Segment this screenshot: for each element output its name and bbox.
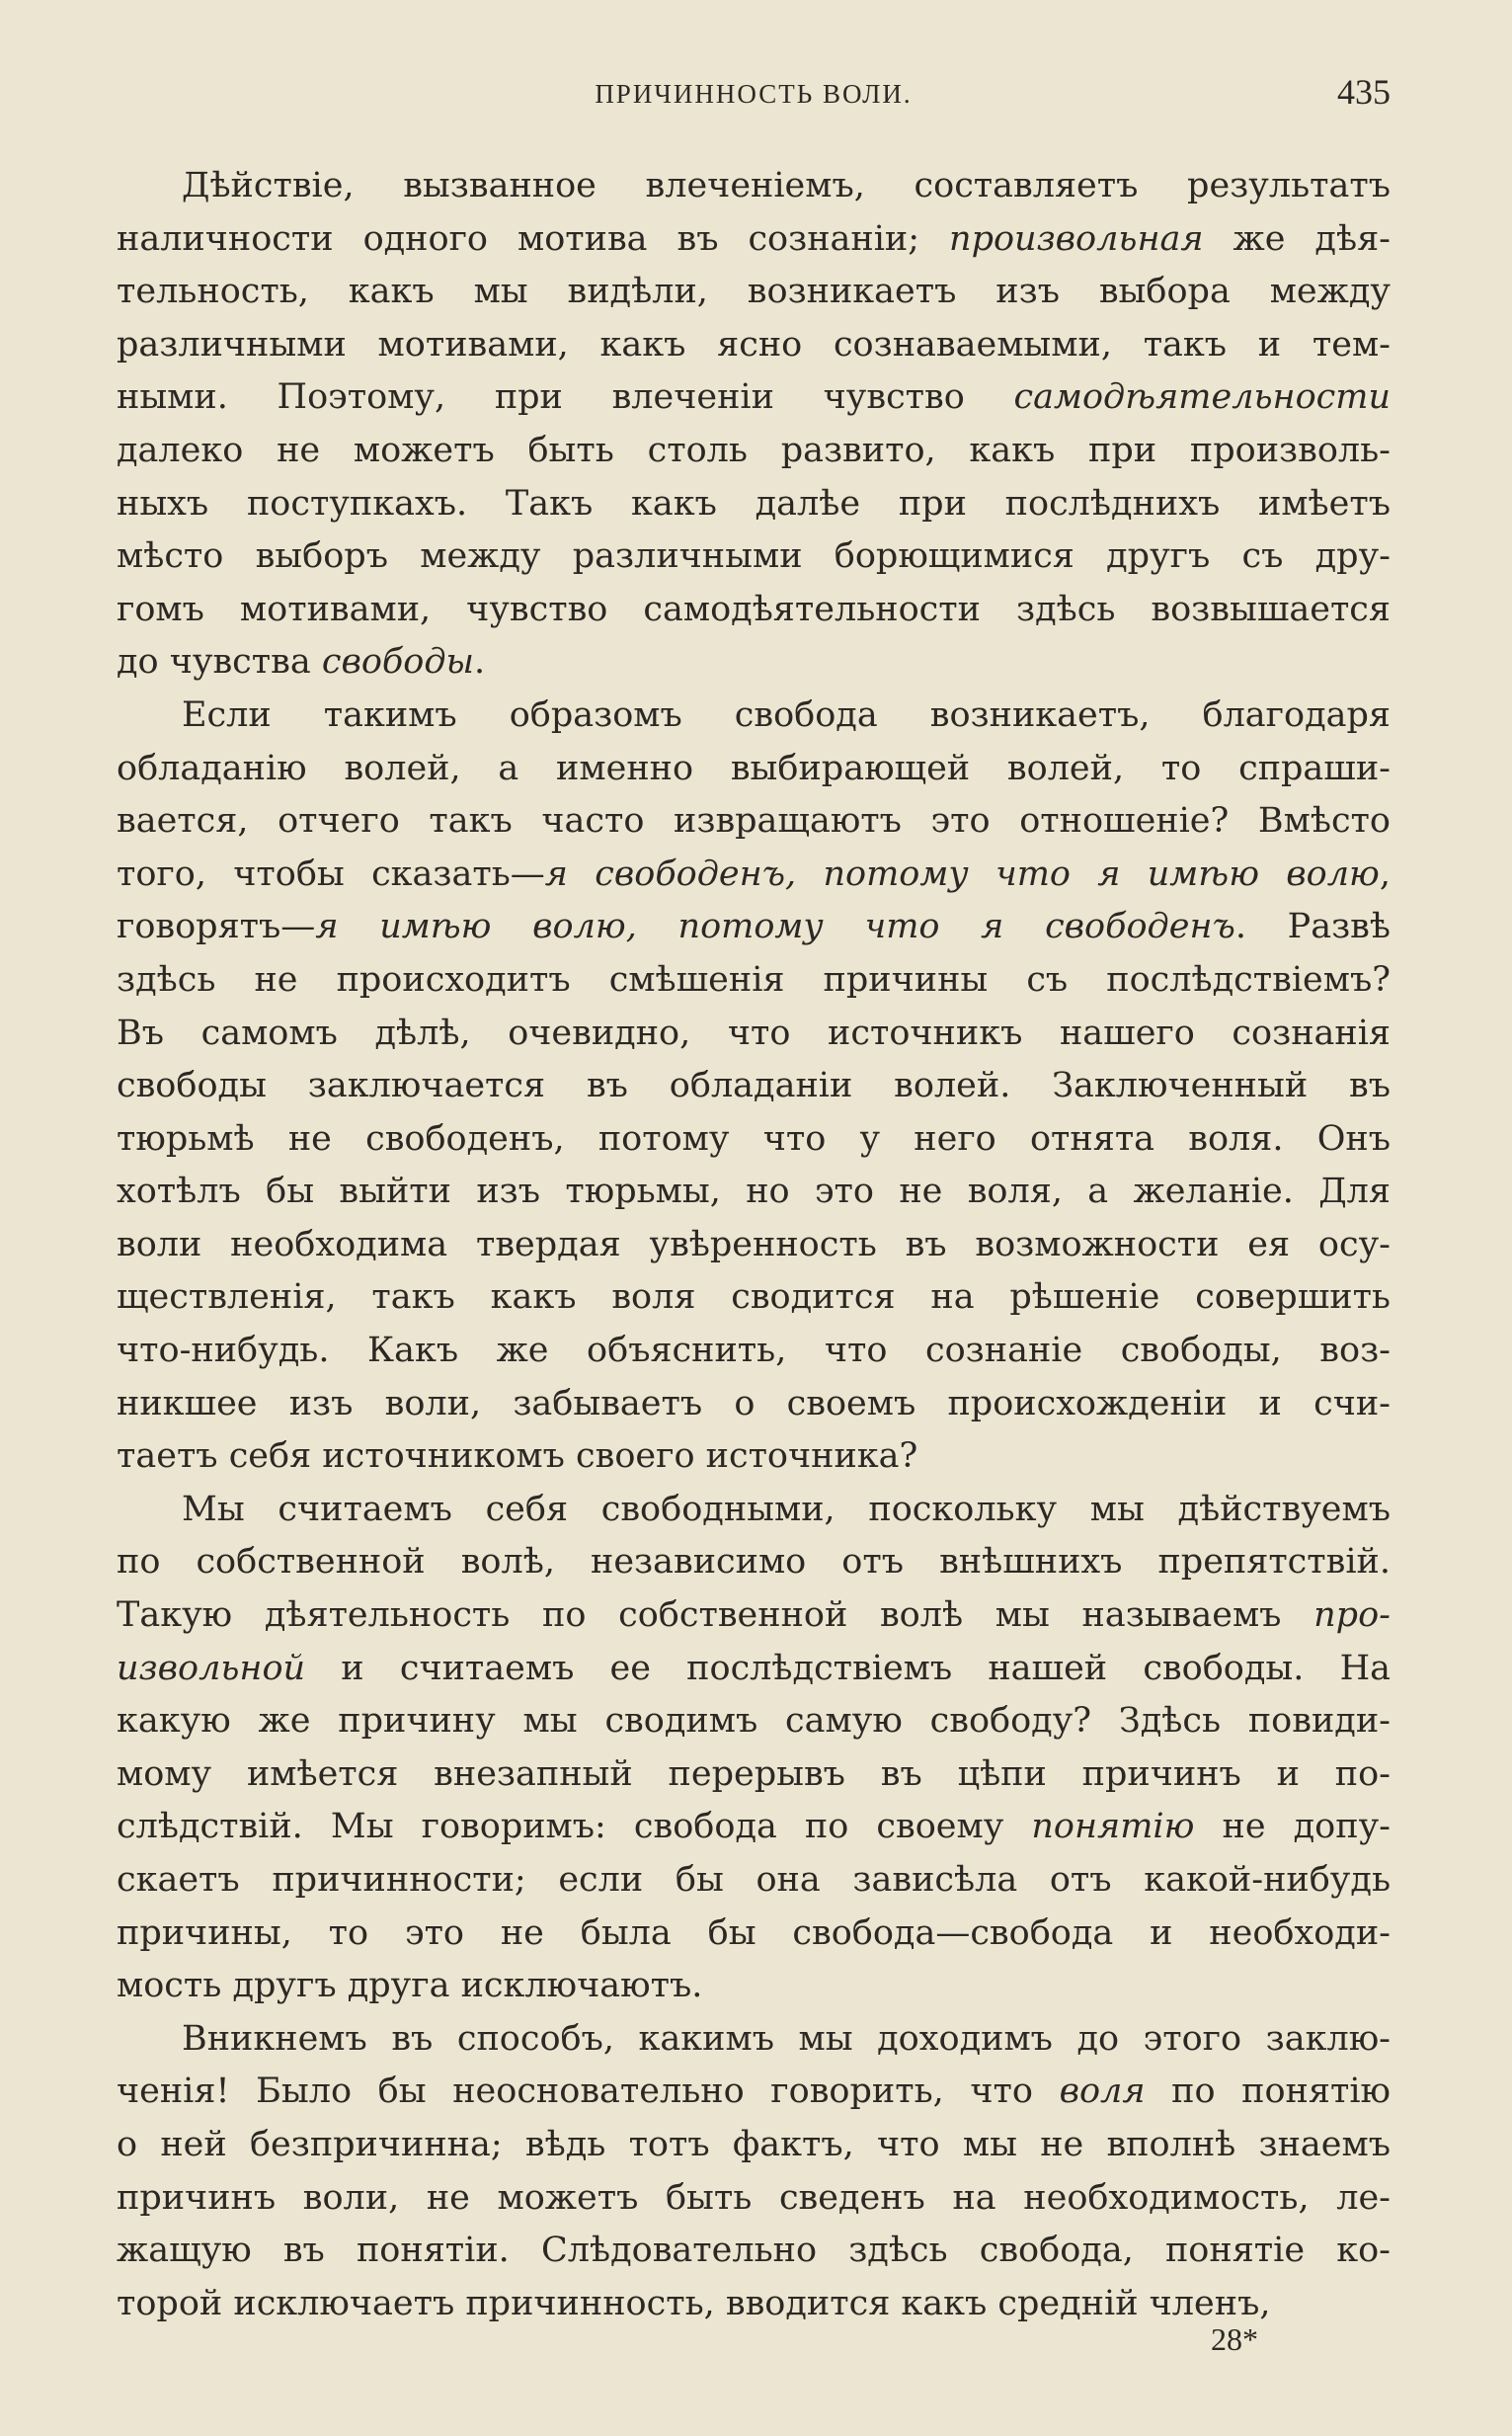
text-run: же дѣя- xyxy=(1203,218,1391,259)
text-run: торой исключаетъ причинность, вводится какъ средній членъ, xyxy=(117,2283,1271,2323)
text-run: не допу- xyxy=(1194,1807,1391,1847)
text-line xyxy=(117,1008,1391,1061)
text-run: воли необходима твердая увѣренность въ возможности ея осу- xyxy=(117,1224,1391,1264)
text-line xyxy=(117,1378,1391,1431)
text-line xyxy=(117,1113,1391,1167)
text-line xyxy=(117,2066,1391,2119)
running-head xyxy=(117,71,1391,117)
text-line xyxy=(117,1060,1391,1113)
text-line xyxy=(117,213,1391,267)
text-line xyxy=(117,1430,1391,1484)
text-run: гомъ мотивами, чувство самодѣятельности здѣсь возвышается xyxy=(117,589,1391,629)
body-text xyxy=(117,160,1391,2330)
italic-phrase: свободы xyxy=(321,642,475,683)
text-line xyxy=(117,1536,1391,1589)
text-run: мость другъ друга исключаютъ. xyxy=(117,1966,703,2006)
text-run: Такую дѣятельность по собственной волѣ мы называемъ xyxy=(117,1595,1314,1636)
text-line xyxy=(117,849,1391,902)
text-run: о ней безпричинна; вѣдь тотъ фактъ, что мы не вполнѣ знаемъ xyxy=(117,2124,1391,2164)
text-run: что-нибудь. Какъ же объяснить, что сознаніе свободы, воз- xyxy=(117,1331,1391,1371)
italic-phrase: я свободенъ, потому что я имѣю волю xyxy=(544,853,1380,894)
italic-phrase: самодѣятельности xyxy=(1013,377,1391,418)
text-line xyxy=(117,1801,1391,1854)
text-run: Вникнемъ въ способъ, какимъ мы доходимъ до этого заклю- xyxy=(182,2018,1391,2059)
text-run: скаетъ причинности; если бы она зависѣла отъ какой-нибудь xyxy=(117,1860,1391,1900)
text-run: ными. Поэтому, при влеченіи чувство xyxy=(117,377,1014,418)
signature-mark: 28* xyxy=(1211,2321,1258,2357)
text-line xyxy=(117,2172,1391,2226)
text-line xyxy=(117,690,1391,743)
italic-phrase: понятію xyxy=(1031,1807,1195,1847)
text-run: Дѣйствіе, вызванное влеченіемъ, составляетъ результатъ xyxy=(182,166,1391,205)
text-run: говорятъ— xyxy=(117,907,316,947)
text-line xyxy=(117,2013,1391,2067)
text-run: далеко не можетъ быть столь развито, какъ при произволь- xyxy=(117,430,1391,470)
text-line xyxy=(117,636,1391,690)
text-run: ществленія, такъ какъ воля сводится на рѣшеніе совершить xyxy=(117,1277,1391,1318)
text-line xyxy=(117,954,1391,1008)
text-line xyxy=(117,478,1391,531)
text-run: наличности одного мотива въ сознаніи; xyxy=(117,218,950,259)
text-line xyxy=(117,901,1391,954)
text-line xyxy=(117,1219,1391,1272)
text-run: свободы заключается въ обладаніи волей. Заключенный въ xyxy=(117,1066,1391,1106)
text-line xyxy=(117,319,1391,372)
text-run: причины, то это не была бы свобода—свобода и необходи- xyxy=(117,1912,1391,1953)
text-run: какую же причину мы сводимъ самую свободу? Здѣсь повиди- xyxy=(117,1701,1391,1742)
text-line xyxy=(117,584,1391,637)
paragraph xyxy=(117,2013,1391,2331)
text-run: вается, отчего такъ часто извращаютъ это отношеніе? Вмѣсто xyxy=(117,801,1391,842)
text-run: жащую въ понятіи. Слѣдовательно здѣсь свобода, понятіе ко- xyxy=(117,2231,1391,2271)
italic-phrase: извольной xyxy=(117,1648,306,1688)
text-line xyxy=(117,1589,1391,1643)
text-run: и считаемъ ее послѣдствіемъ нашей свободы. На xyxy=(305,1648,1391,1688)
text-run: различными мотивами, какъ ясно сознаваемыми, такъ и тем- xyxy=(117,324,1391,365)
text-run: здѣсь не происходитъ смѣшенія причины съ послѣдствіемъ? xyxy=(117,959,1391,1000)
italic-phrase: про- xyxy=(1313,1595,1391,1636)
text-run: хотѣлъ бы выйти изъ тюрьмы, но это не воля, а желаніе. Для xyxy=(117,1172,1391,1212)
text-run: мому имѣется внезапный перерывъ въ цѣпи причинъ и по- xyxy=(117,1753,1391,1794)
text-run: обладанію волей, а именно выбирающей волей, то спраши- xyxy=(117,748,1391,788)
text-run: таетъ себя источникомъ своего источника? xyxy=(117,1436,918,1477)
text-line xyxy=(117,1960,1391,2013)
text-line xyxy=(117,530,1391,584)
italic-phrase: я имѣю волю, потому что я свободенъ xyxy=(315,907,1235,947)
text-line xyxy=(117,1166,1391,1219)
text-run: никшее изъ воли, забываетъ о своемъ происхожденіи и счи- xyxy=(117,1383,1391,1423)
text-run: ченія! Было бы неосновательно говорить, что xyxy=(117,2071,1060,2112)
text-line xyxy=(117,1854,1391,1908)
text-line xyxy=(117,371,1391,425)
text-line xyxy=(117,743,1391,796)
running-title: ПРИЧИННОСТЬ ВОЛИ. xyxy=(595,79,913,109)
text-run: по понятію xyxy=(1145,2071,1391,2112)
text-line xyxy=(117,1325,1391,1378)
text-run: того, чтобы сказать— xyxy=(117,853,545,894)
text-line xyxy=(117,425,1391,478)
text-run: причинъ воли, не можетъ быть сведенъ на необходимость, ле- xyxy=(117,2177,1391,2218)
page-number: 435 xyxy=(1337,72,1391,112)
text-run: Мы считаемъ себя свободными, поскольку мы дѣйствуемъ xyxy=(182,1489,1391,1529)
text-line xyxy=(117,2225,1391,2278)
text-run: . Развѣ xyxy=(1234,907,1391,947)
text-run: до чувства xyxy=(117,642,322,683)
text-run: по собственной волѣ, независимо отъ внѣшнихъ препятствій. xyxy=(117,1542,1391,1583)
text-line xyxy=(117,1908,1391,1961)
text-line xyxy=(117,1271,1391,1325)
text-line xyxy=(117,1748,1391,1802)
text-line xyxy=(117,1695,1391,1748)
text-run: слѣдствій. Мы говоримъ: свобода по своему xyxy=(117,1807,1032,1847)
text-run: Если такимъ образомъ свобода возникаетъ, благодаря xyxy=(182,694,1391,735)
text-run: Въ самомъ дѣлѣ, очевидно, что источникъ нашего сознанія xyxy=(117,1013,1391,1053)
italic-phrase: произвольная xyxy=(949,218,1204,259)
italic-phrase: воля xyxy=(1059,2071,1146,2112)
text-line xyxy=(117,1643,1391,1696)
text-run: ныхъ поступкахъ. Такъ какъ далѣе при послѣднихъ имѣетъ xyxy=(117,483,1391,524)
text-run: . xyxy=(474,642,486,683)
text-line xyxy=(117,2278,1391,2331)
text-run: мѣсто выборъ между различными борющимися другъ съ дру- xyxy=(117,536,1391,577)
text-run: тюрьмѣ не свободенъ, потому что у него отнята воля. Онъ xyxy=(117,1118,1391,1159)
text-run: , xyxy=(1379,853,1391,894)
text-line xyxy=(117,266,1391,319)
paragraph xyxy=(117,160,1391,690)
text-line xyxy=(117,795,1391,849)
text-line xyxy=(117,2119,1391,2172)
text-line xyxy=(117,160,1391,213)
paragraph xyxy=(117,690,1391,1484)
text-line xyxy=(117,1484,1391,1537)
paragraph xyxy=(117,1484,1391,2013)
text-run: тельность, какъ мы видѣли, возникаетъ изъ выбора между xyxy=(117,272,1391,312)
